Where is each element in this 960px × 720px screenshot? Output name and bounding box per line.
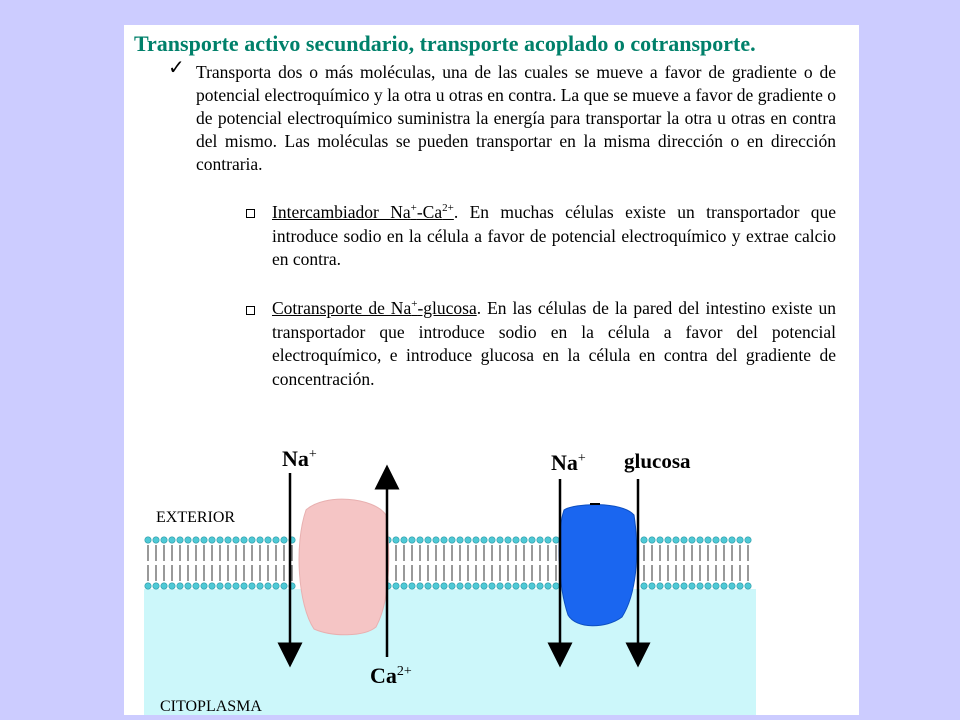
slide-sheet xyxy=(124,25,859,715)
na-ca-exchanger-protein xyxy=(299,499,389,635)
svg-text:glucosa xyxy=(624,449,691,473)
square-bullet-icon xyxy=(246,209,255,218)
svg-text:EXTERIOR xyxy=(156,509,235,526)
bullet-exchanger: Intercambiador $Na^+-Ca^{2+}$. En muchas células existe un transportador que introduce sodio en la célula a favor de potencial electroquímico y extrae calcio en contra. xyxy=(272,202,837,269)
glucosa-label: glucosa xyxy=(624,449,691,473)
bullet-cotransport: Cotransporte de Na+-glucosa. En las células de la pared del intestino existe un transportador que introduce sodio en la célula a favor del potencial electroquímico, e introduce glucosa en la célula en contra del gradiente de concentración. xyxy=(272,298,837,389)
exterior-label: EXTERIOR xyxy=(156,509,236,526)
na-left-label: Na xyxy=(282,446,309,471)
ca-charge: 2+ xyxy=(396,664,412,679)
square-bullet-icon xyxy=(246,306,255,315)
na-right-label: Na xyxy=(551,450,578,475)
citoplasma-label: CITOPLASMA xyxy=(160,698,262,715)
cotransport-term: Cotransporte de Na+-glucosa xyxy=(272,298,477,318)
check-icon: ✓ xyxy=(168,55,185,79)
exchanger-description: En muchas células existe un transportador que introduce sodio en la célula a favor de potencial electroquímico y extrae calcio en contra. xyxy=(272,202,837,269)
slide-title: Transporte activo secundario, transporte acoplado o cotransporte. xyxy=(134,31,756,56)
cotransport-description: En las células de la pared del intestino existe un transportador que introduce sodio en la célula a favor del potencial electroquímico, e introduce glucosa en la célula en contra del gradiente de concentración. xyxy=(272,298,837,389)
ca-label: Ca xyxy=(370,663,397,688)
svg-text:Na+ xyxy=(551,450,586,475)
svg-text:Na+ xyxy=(282,446,317,471)
lipid-bilayer xyxy=(145,537,751,589)
na-right-charge: + xyxy=(577,451,586,466)
exchanger-term: Intercambiador $Na^+-Ca^{2+}$ xyxy=(272,202,454,222)
cytoplasm-region xyxy=(144,589,756,715)
na-glucose-cotransporter-protein xyxy=(559,505,637,626)
na-left-charge: + xyxy=(308,447,317,462)
membrane-diagram xyxy=(124,415,859,715)
main-paragraph: Transporta dos o más moléculas, una de las cuales se mueve a favor de gradiente o de potencial electroquímico y la otra u otras en contra. La que se mueve a favor de gradiente o de potencial electroquímico suministra la energía para transportar la otra u otras en contra del mismo. Las moléculas se pueden transportar en la misma dirección o en dirección contraria. xyxy=(196,62,836,174)
svg-text:CITOPLASMA xyxy=(160,698,262,715)
